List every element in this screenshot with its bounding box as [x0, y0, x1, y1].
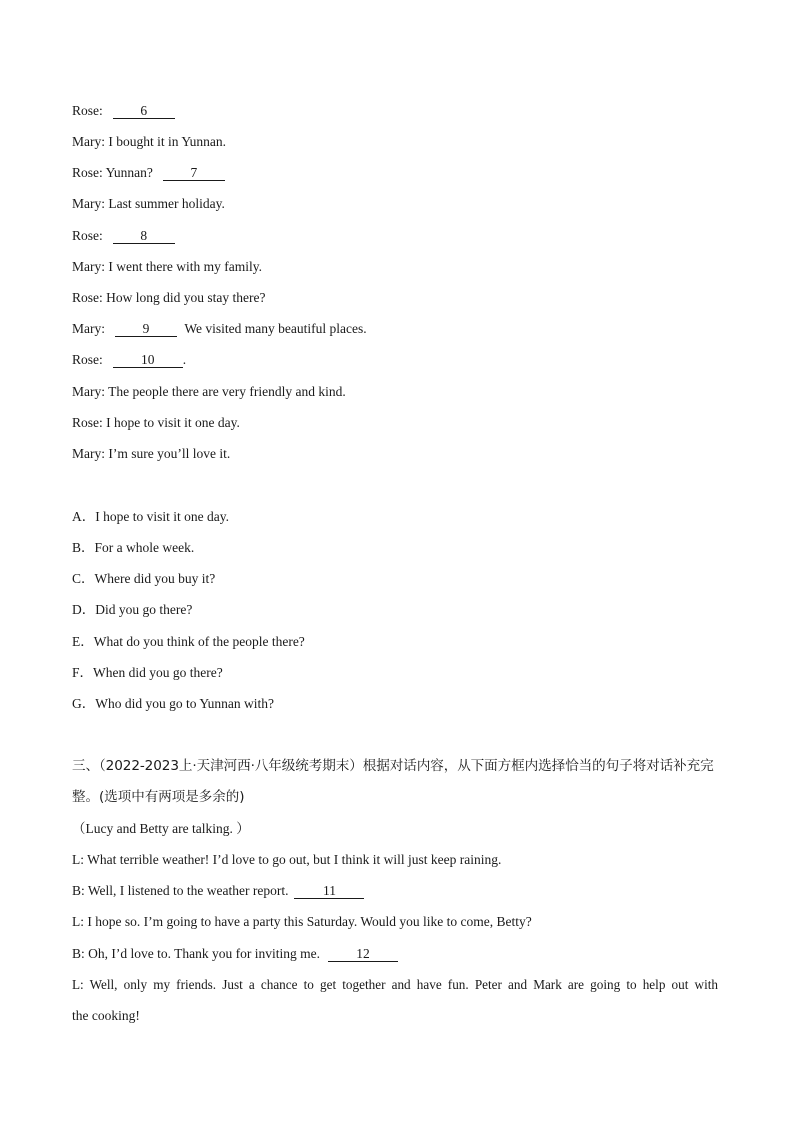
dialogue-line: Rose: How long did you stay there?	[72, 290, 266, 305]
dialogue-text: B: Well, I listened to the weather report.	[72, 883, 289, 898]
dialogue-line: Mary: I bought it in Yunnan.	[72, 134, 226, 149]
dialogue-line-b-11	[72, 883, 364, 899]
answer-blank-9[interactable]: 9	[115, 322, 177, 337]
option-d: D．Did you go there?	[72, 602, 193, 617]
dialogue-line: L: What terrible weather! I’d love to go out, but I think it will just keep raining.	[72, 852, 502, 867]
speaker: Rose:	[72, 352, 103, 367]
option-e: E．What do you think of the people there?	[72, 634, 305, 649]
dialogue-line-rose-6	[72, 103, 175, 119]
answer-blank-7[interactable]: 7	[163, 166, 225, 181]
speaker: Rose:	[72, 228, 103, 243]
answer-blank-6[interactable]: 6	[113, 104, 175, 119]
dialogue-line-rose-10	[72, 352, 186, 368]
section-heading-cont: 整。(选项中有两项是多余的)	[72, 789, 245, 805]
option-a: A．I hope to visit it one day.	[72, 509, 229, 524]
speaker: Rose:	[72, 103, 103, 118]
dialogue-line-rose-7	[72, 165, 225, 181]
option-b: B．For a whole week.	[72, 540, 195, 555]
dialogue-line: Rose: I hope to visit it one day.	[72, 415, 240, 430]
answer-blank-8[interactable]: 8	[113, 229, 175, 244]
option-f: F．When did you go there?	[72, 665, 223, 680]
option-g: G．Who did you go to Yunnan with?	[72, 696, 274, 711]
dialogue-line-b-12	[72, 946, 398, 962]
answer-blank-10[interactable]: 10	[113, 353, 183, 368]
dialogue-line: Mary: Last summer holiday.	[72, 196, 225, 211]
dialogue-line: Mary: The people there are very friendly and kind.	[72, 384, 346, 399]
dialogue-line: L: Well, only my friends. Just a chance to get together and have fun. Peter and Mark are going to help out with	[72, 977, 718, 992]
dialogue-text: We visited many beautiful places.	[184, 321, 367, 336]
dialogue-line-rose-8	[72, 228, 175, 244]
dialogue-line-mary-9	[72, 321, 367, 337]
section-heading: 三、（2022-2023上·天津河西·八年级统考期末）根据对话内容，从下面方框内选择恰当的句子将对话补充完	[72, 758, 714, 774]
dialogue-line: L: I hope so. I’m going to have a party this Saturday. Would you like to come, Betty?	[72, 914, 532, 929]
period: .	[182, 352, 187, 367]
dialogue-line: Mary: I went there with my family.	[72, 259, 262, 274]
answer-blank-12[interactable]: 12	[328, 947, 398, 962]
dialogue-line: Mary: I’m sure you’ll love it.	[72, 446, 231, 461]
speaker: Mary:	[72, 321, 105, 336]
option-c: C．Where did you buy it?	[72, 571, 216, 586]
answer-blank-11[interactable]: 11	[294, 884, 364, 899]
dialogue-text: B: Oh, I’d love to. Thank you for inviting me.	[72, 946, 320, 961]
speaker: Rose: Yunnan?	[72, 165, 153, 180]
dialogue-line-cont: the cooking!	[72, 1008, 140, 1023]
dialogue-intro: （Lucy and Betty are talking. ）	[72, 821, 250, 836]
